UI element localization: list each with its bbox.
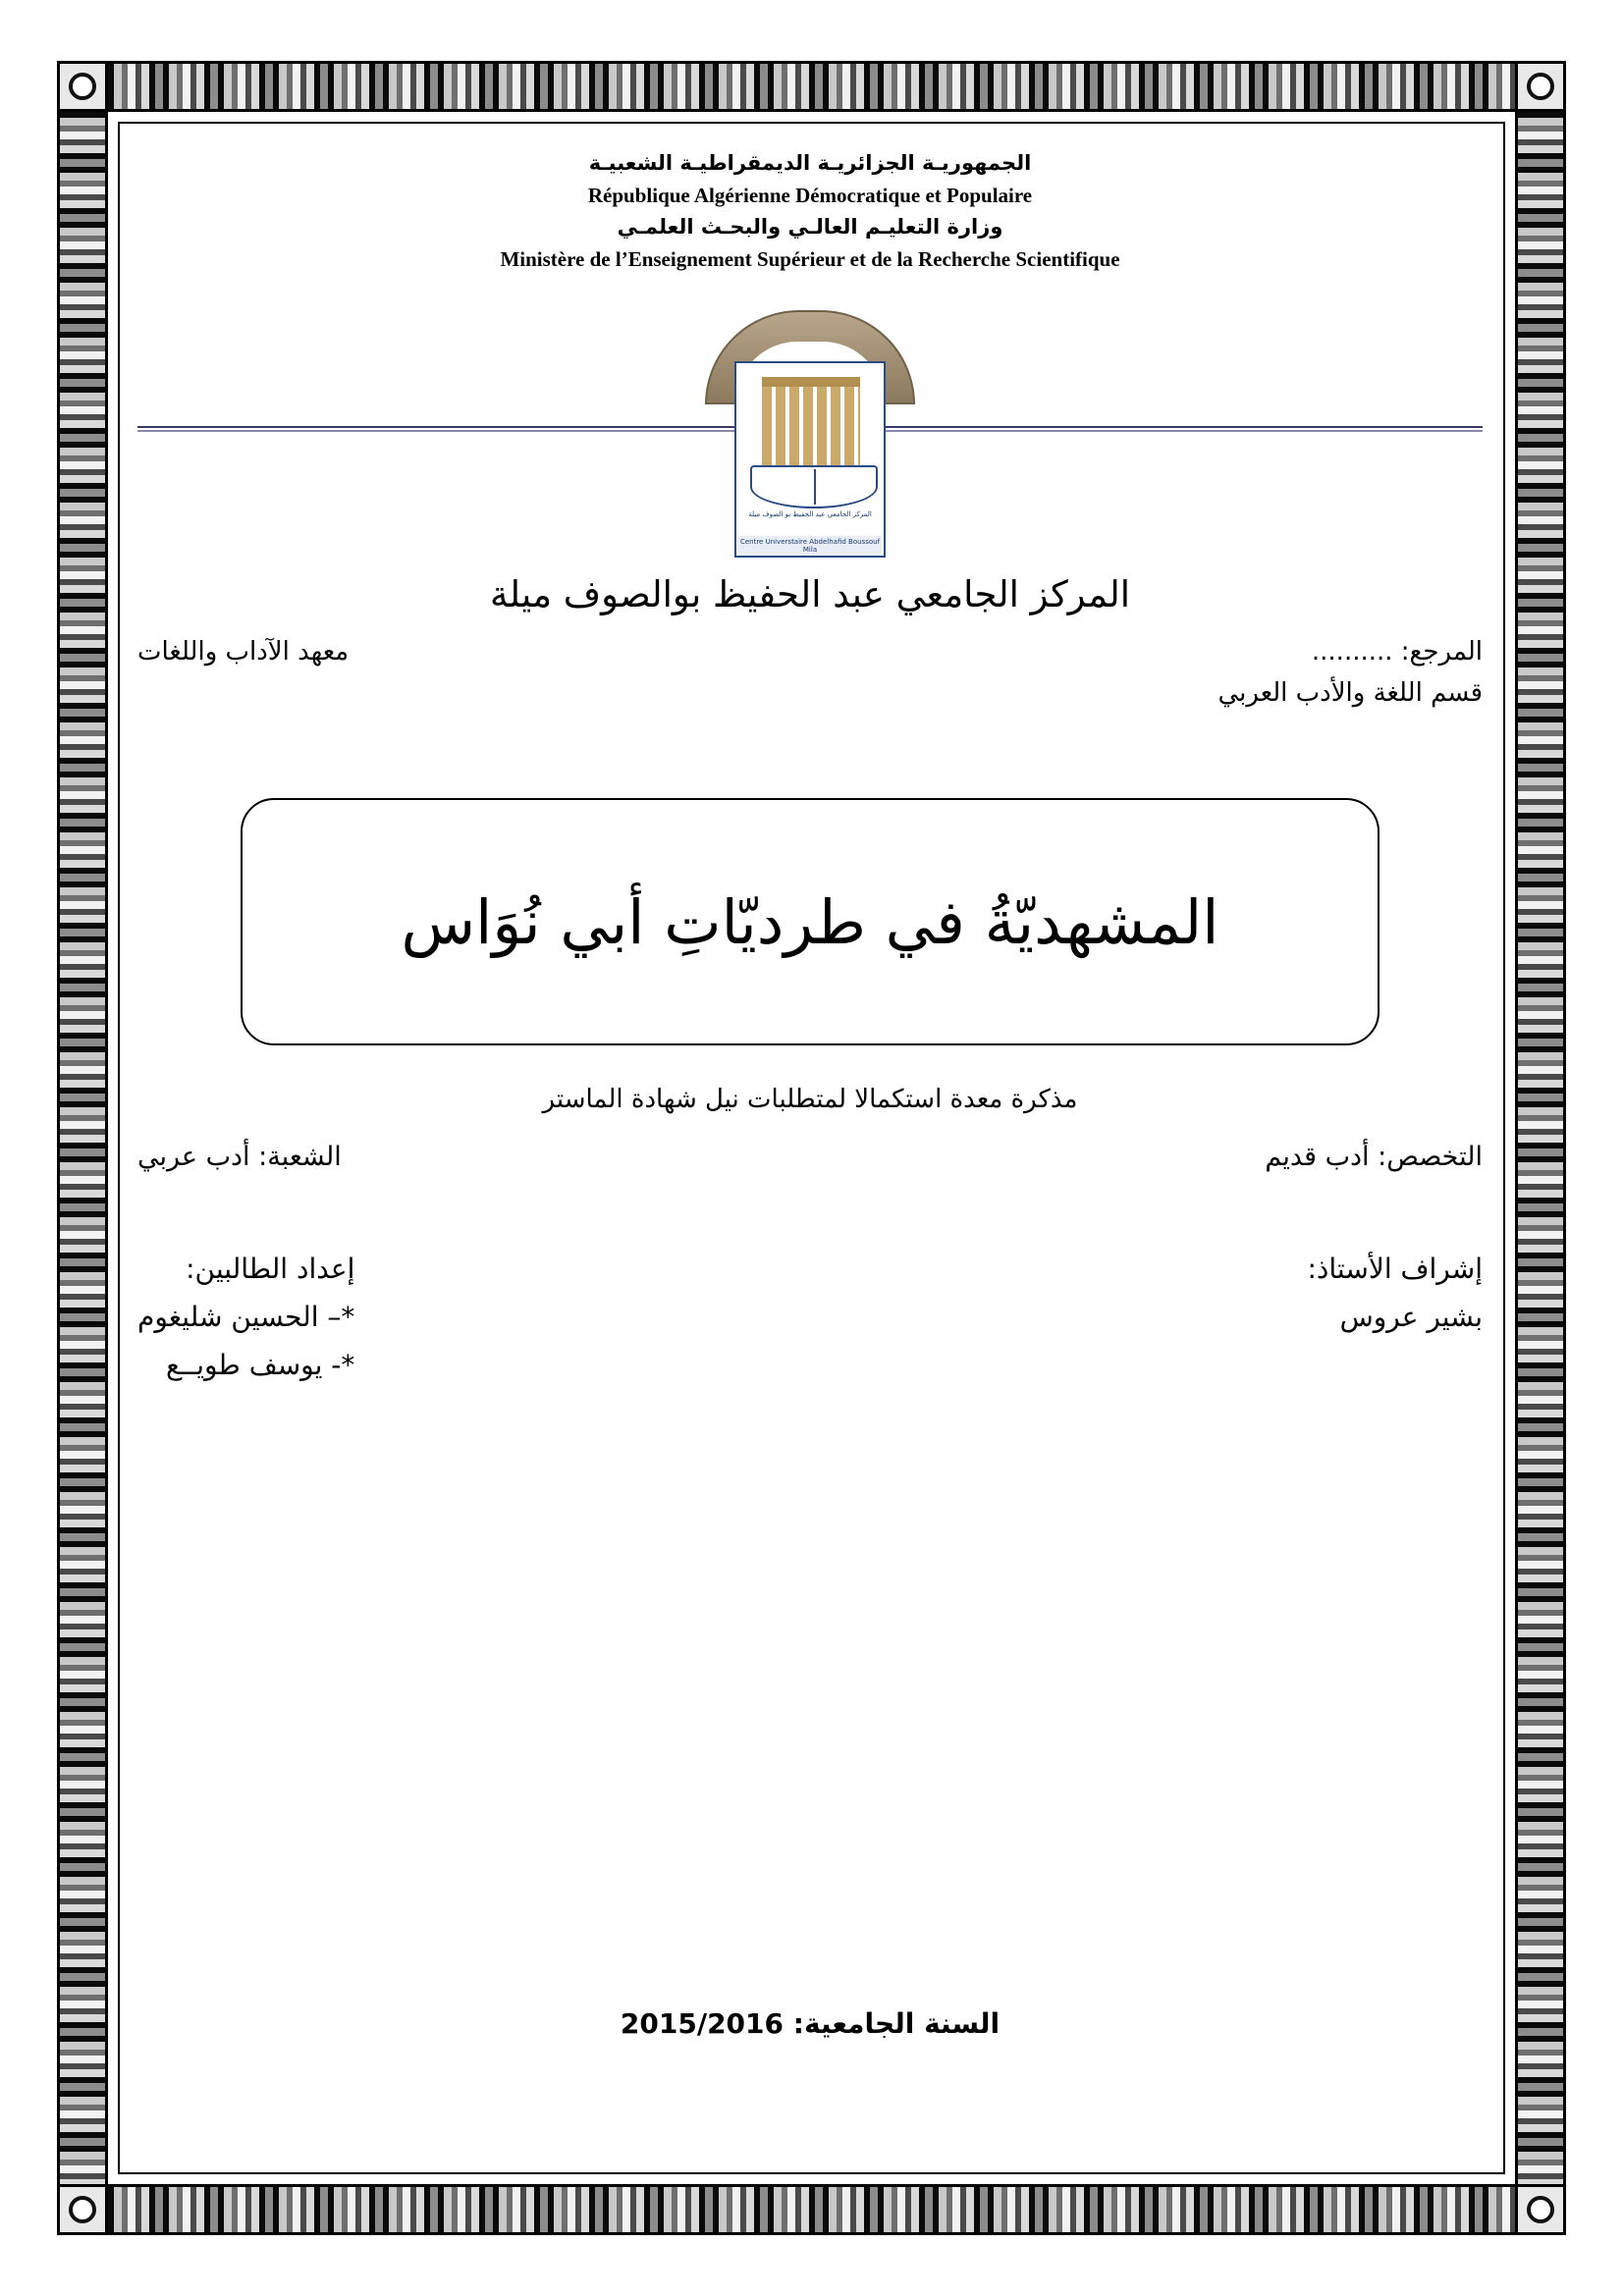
- reference-label: المرجع: ..........: [1311, 637, 1483, 667]
- department-label: قسم اللغة والأدب العربي: [1217, 678, 1483, 709]
- logo-and-rule: [137, 310, 1483, 565]
- thesis-title: المشهديّةُ في طرديّاتِ أبي نُوَاس: [401, 885, 1219, 958]
- university-name: المركز الجامعي عبد الحفيظ بوالصوف ميلة: [489, 573, 1131, 616]
- border-corner-top-left: [57, 61, 108, 112]
- ministry-line-french: Ministère de l’Enseignement Supérieur et de la Recherche Scientifique: [500, 246, 1120, 271]
- academic-year: السنة الجامعية: 2015/2016: [620, 2007, 1001, 2040]
- institute-label: معهد الآداب واللغات: [137, 637, 350, 667]
- student-name-2: *- يوسف طويــع: [165, 1349, 355, 1382]
- border-band-top: [108, 61, 1515, 112]
- border-corner-bottom-right: [1515, 2184, 1566, 2235]
- branch-specialty-row: [137, 1142, 1483, 1172]
- logo-frame: [734, 361, 886, 558]
- branch-label: الشعبة: أدب عربي: [137, 1142, 342, 1173]
- thesis-title-box: [241, 798, 1380, 1045]
- border-corner-top-right: [1515, 61, 1566, 112]
- logo-caption-french: Centre Universtaire Abdelhafid Boussouf Mila: [739, 538, 881, 555]
- border-band-right: [1515, 112, 1566, 2184]
- student-name-1: *– الحسين شليغوم: [137, 1301, 355, 1334]
- republic-line-french: République Algérienne Démocratique et Populaire: [587, 183, 1033, 207]
- institute-reference-row: [137, 637, 1483, 667]
- logo-building-icon: [762, 377, 860, 471]
- students-label: إعداد الطالبين:: [186, 1253, 355, 1286]
- border-band-left: [57, 112, 108, 2184]
- border-corner-bottom-left: [57, 2184, 108, 2235]
- supervisor-block: [1111, 1245, 1484, 1389]
- republic-line-arabic: الجمهوريـة الجزائريـة الديمقراطيـة الشعبيـة: [588, 151, 1032, 175]
- specialty-label: التخصص: أدب قديم: [1265, 1142, 1483, 1173]
- students-block: [137, 1245, 439, 1389]
- supervisor-label: إشراف الأستاذ:: [1307, 1253, 1483, 1286]
- logo-caption-arabic: المركز الجامعي عبد الحفيظ بو الصوف ميلة: [748, 510, 872, 519]
- memo-statement: مذكرة معدة استكمالا لمتطلبات نيل شهادة الماستر: [542, 1085, 1078, 1115]
- cover-content: [137, 147, 1483, 2150]
- supervisor-name: بشير عروس: [1339, 1301, 1483, 1334]
- border-band-bottom: [108, 2184, 1515, 2235]
- ministry-line-arabic: وزارة التعليـم العالـي والبحـث العلمـي: [617, 215, 1003, 240]
- people-row: [137, 1245, 1483, 1389]
- logo-book-icon: [750, 465, 878, 508]
- ministry-header: [137, 147, 1483, 275]
- university-logo: [693, 310, 927, 563]
